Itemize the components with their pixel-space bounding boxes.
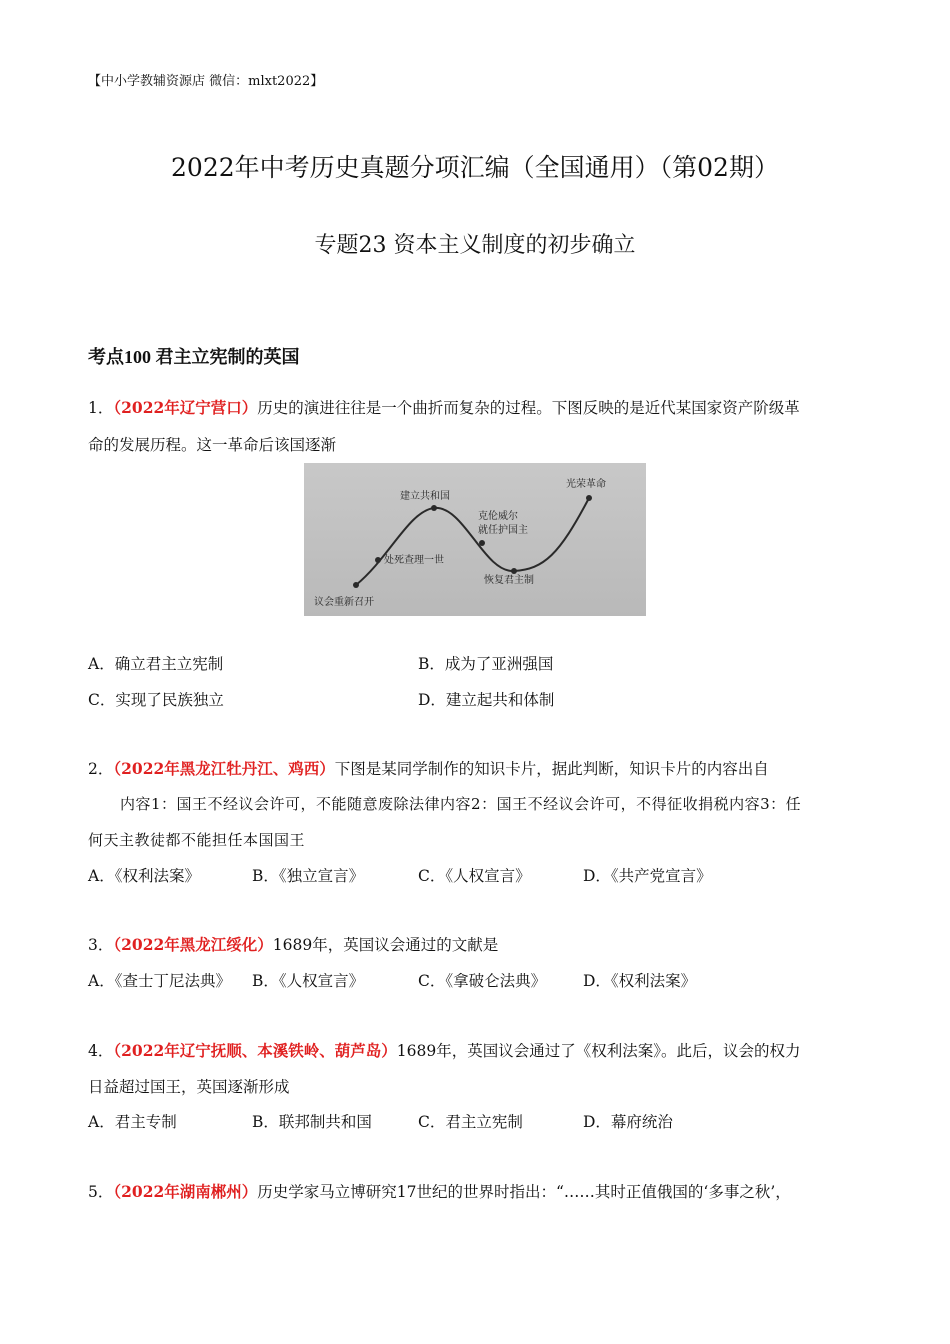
question-3-text: 1689年，英国议会通过的文献是 — [272, 936, 499, 954]
question-1-option-d[interactable]: D．建立起共和体制 — [418, 691, 555, 709]
question-4-text: 1689年，英国议会通过了《权利法案》。此后，议会的权力 — [396, 1042, 801, 1060]
question-2-number: 2． — [88, 760, 114, 778]
question-1-source: （2022年辽宁营口） — [113, 398, 258, 417]
knowledge-card-line1: 内容1：国王不经议会许可，不能随意废除法律内容2：国王不经议会许可，不得征收捐税内容3：任 — [120, 795, 802, 813]
question-4-option-b[interactable]: B．联邦制共和国 — [252, 1113, 372, 1131]
question-4-line1 — [88, 1039, 800, 1061]
question-5-number: 5． — [88, 1183, 114, 1201]
timeline-point — [375, 557, 381, 563]
figure-label-p4a: 克伦威尔 — [478, 511, 518, 522]
question-4-number: 4． — [88, 1042, 114, 1060]
question-1-number: 1． — [88, 399, 114, 417]
question-2-option-c[interactable]: C．《人权宣言》 — [418, 867, 531, 885]
question-3-option-b[interactable]: B．《人权宣言》 — [252, 972, 365, 990]
question-4-option-a[interactable]: A．君主专制 — [88, 1113, 177, 1131]
figure-label-p1: 议会重新召开 — [314, 597, 374, 608]
figure-label-p6: 光荣革命 — [566, 479, 606, 490]
question-1-option-b[interactable]: B．成为了亚洲强国 — [418, 655, 554, 673]
question-5-line1 — [88, 1180, 791, 1202]
figure-label-p2: 处死查理一世 — [384, 555, 444, 566]
question-2-text: 下图是某同学制作的知识卡片，据此判断，知识卡片的内容出自 — [334, 760, 769, 778]
question-1-option-a[interactable]: A．确立君主立宪制 — [88, 655, 224, 673]
question-4-line2: 日益超过国王，英国逐渐形成 — [88, 1078, 290, 1096]
question-3-option-c[interactable]: C．《拿破仑法典》 — [418, 972, 547, 990]
question-2-option-a[interactable]: A．《权利法案》 — [88, 867, 200, 885]
figure-label-p3: 建立共和国 — [400, 491, 450, 502]
section-heading: 考点100 君主立宪制的英国 — [88, 347, 300, 367]
timeline-curve — [356, 498, 589, 585]
revolution-timeline-figure — [304, 463, 646, 616]
question-3-line1 — [88, 933, 498, 955]
question-2-source: （2022年黑龙江牡丹江、鸡西） — [113, 759, 335, 778]
header-note: 【中小学教辅资源店 微信：mlxt2022】 — [88, 74, 324, 89]
question-4-option-d[interactable]: D．幕府统治 — [583, 1113, 673, 1131]
question-4-option-c[interactable]: C．君主立宪制 — [418, 1113, 523, 1131]
question-1-line1 — [88, 396, 800, 418]
question-2-option-d[interactable]: D．《共产党宣言》 — [583, 867, 712, 885]
question-5-source: （2022年湖南郴州） — [113, 1182, 258, 1201]
figure-label-p4b: 就任护国主 — [478, 525, 528, 536]
figure-label-p5: 恢复君主制 — [484, 575, 534, 586]
topic-subtitle: 专题23 资本主义制度的初步确立 — [314, 233, 636, 258]
document-title: 2022年中考历史真题分项汇编（全国通用）（第02期） — [171, 153, 779, 182]
question-2-line1 — [88, 757, 769, 779]
timeline-point — [431, 505, 437, 511]
question-3-number: 3． — [88, 936, 114, 954]
knowledge-card-line2: 何天主教徒都不能担任本国国王 — [88, 831, 306, 849]
question-3-option-a[interactable]: A．《查士丁尼法典》 — [88, 972, 231, 990]
question-1-option-c[interactable]: C．实现了民族独立 — [88, 691, 224, 709]
question-3-option-d[interactable]: D．《权利法案》 — [583, 972, 697, 990]
timeline-point — [353, 582, 359, 588]
question-3-source: （2022年黑龙江绥化） — [113, 935, 273, 954]
timeline-point — [586, 495, 592, 501]
question-2-option-b[interactable]: B．《独立宣言》 — [252, 867, 365, 885]
question-4-source: （2022年辽宁抚顺、本溪铁岭、葫芦岛） — [113, 1041, 397, 1060]
question-1-text: 历史的演进往往是一个曲折而复杂的过程。下图反映的是近代某国家资产阶级革 — [257, 399, 800, 417]
question-1-line2: 命的发展历程。这一革命后该国逐渐 — [88, 436, 337, 454]
timeline-point — [511, 568, 517, 574]
timeline-point — [479, 540, 485, 546]
wave-curve-graphic — [304, 463, 646, 616]
question-5-text: 历史学家马立博研究17世纪的世界时指出：“……其时正值俄国的‘多事之秋’， — [257, 1183, 791, 1201]
